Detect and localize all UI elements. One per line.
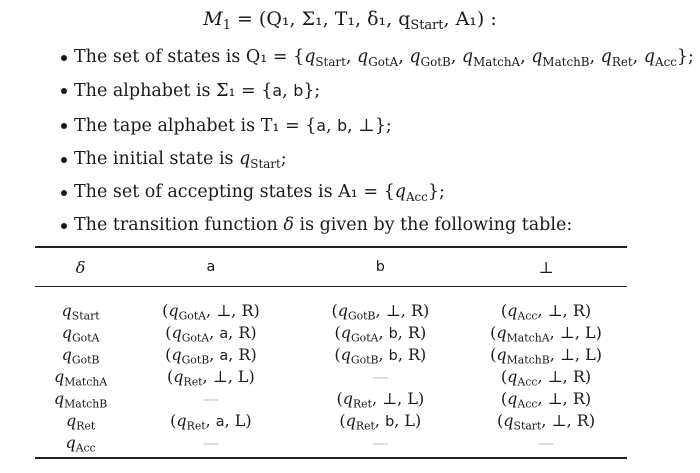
transition-on-bottom: ($q_{Acc}$, ⊥, R): [500, 300, 592, 322]
table-row: [35, 431, 627, 458]
bullet-text: The set of states is: [74, 47, 246, 67]
bullet-text: The transition function: [74, 215, 284, 236]
start-subscript: Start: [410, 18, 444, 34]
header-delta: δ: [75, 257, 86, 277]
bullet-text-post: is given by the following table:: [293, 215, 573, 236]
transition-on-a: ($q_{GotA}$, a, R): [165, 322, 257, 344]
bullet-math: $Q_1 = \{q_{Start}$, $q_{GotA}$, $q_{GotB}$, $q_{MatchA}$, $q_{MatchB}$, $q_{Ret}$, $q_{Acc}$};: [245, 47, 694, 69]
header-a: a: [206, 259, 216, 275]
bullet-text: The tape alphabet is: [74, 115, 261, 136]
bullet-initial-state: [40, 143, 690, 176]
header-bottom: ⊥: [538, 257, 554, 277]
bullet-math: δ: [283, 215, 294, 236]
table-row: [35, 343, 627, 365]
table-row: [35, 409, 627, 431]
header-b: b: [375, 259, 385, 275]
transition-table-body: [35, 287, 627, 459]
transition-table-container: [35, 246, 627, 459]
state-cell: $q_{GotB}$: [61, 344, 100, 366]
transition-on-a: —: [202, 388, 219, 408]
bullet-states: [40, 41, 694, 74]
transition-on-a: ($q_{GotB}$, a, R): [165, 344, 257, 366]
transition-on-b: ($q_{Ret}$, ⊥, L): [336, 388, 425, 410]
transition-on-bottom: ($q_{MatchB}$, ⊥, L): [490, 344, 602, 366]
machine-tuple-end: , A₁) :: [443, 8, 497, 30]
machine-definition-title: [0, 8, 700, 34]
state-cell: $q_{MatchB}$: [53, 388, 108, 410]
state-cell: $q_{MatchA}$: [54, 366, 108, 388]
bullet-alphabet: [40, 74, 690, 108]
bullet-text: The initial state is: [74, 148, 240, 169]
bullet-text: The set of accepting states is: [74, 182, 339, 203]
bullet-math: $q_{Start}$;: [239, 148, 287, 171]
transition-on-bottom: —: [538, 432, 555, 452]
transition-on-a: —: [202, 432, 219, 452]
transition-on-b: ($q_{GotB}$, ⊥, R): [331, 300, 430, 322]
bullet-math: Σ₁ = {a, b};: [216, 81, 321, 102]
table-row: [35, 365, 627, 387]
state-cell: $q_{Acc}$: [65, 432, 96, 454]
bullet-tape-alphabet: [40, 109, 690, 143]
table-row: [35, 321, 627, 343]
state-cell: $q_{Start}$: [61, 300, 100, 322]
transition-on-b: —: [372, 366, 389, 386]
bullet-accepting-states: [40, 176, 690, 209]
transition-on-b: ($q_{GotB}$, b, R): [334, 344, 427, 366]
transition-on-b: ($q_{GotA}$, b, R): [334, 322, 427, 344]
transition-on-bottom: ($q_{Acc}$, ⊥, R): [500, 366, 592, 388]
state-cell: $q_{Ret}$: [65, 410, 96, 432]
bullet-math: $A_1 = \{q_{Acc}\}$;: [338, 182, 445, 204]
bullet-math: T₁ = {a, b, ⊥};: [260, 115, 392, 136]
transition-on-a: ($q_{Ret}$, ⊥, L): [167, 366, 255, 388]
definition-list: [40, 41, 694, 243]
bullet-transition-function: [40, 209, 690, 242]
transition-on-bottom: ($q_{MatchA}$, ⊥, L): [490, 322, 602, 344]
transition-table: [35, 246, 627, 459]
table-row: [35, 287, 627, 322]
transition-on-a: ($q_{GotA}$, ⊥, R): [162, 300, 260, 322]
transition-on-bottom: ($q_{Start}$, ⊥, R): [497, 410, 596, 432]
transition-table-header: [35, 247, 627, 287]
table-row: [35, 387, 627, 409]
machine-tuple-text: = (Q₁, Σ₁, T₁, δ₁, q: [236, 8, 411, 30]
state-cell: $q_{GotA}$: [61, 322, 100, 344]
machine-name: M: [203, 8, 223, 30]
bullet-text: The alphabet is: [74, 81, 217, 102]
transition-on-b: ($q_{Ret}$, b, L): [339, 410, 422, 432]
machine-name-subscript: 1: [222, 18, 231, 34]
transition-on-bottom: ($q_{Acc}$, ⊥, R): [500, 388, 592, 410]
transition-on-a: ($q_{Ret}$, a, L): [170, 410, 252, 432]
transition-on-b: —: [372, 432, 389, 452]
machine-tuple: [236, 8, 497, 34]
